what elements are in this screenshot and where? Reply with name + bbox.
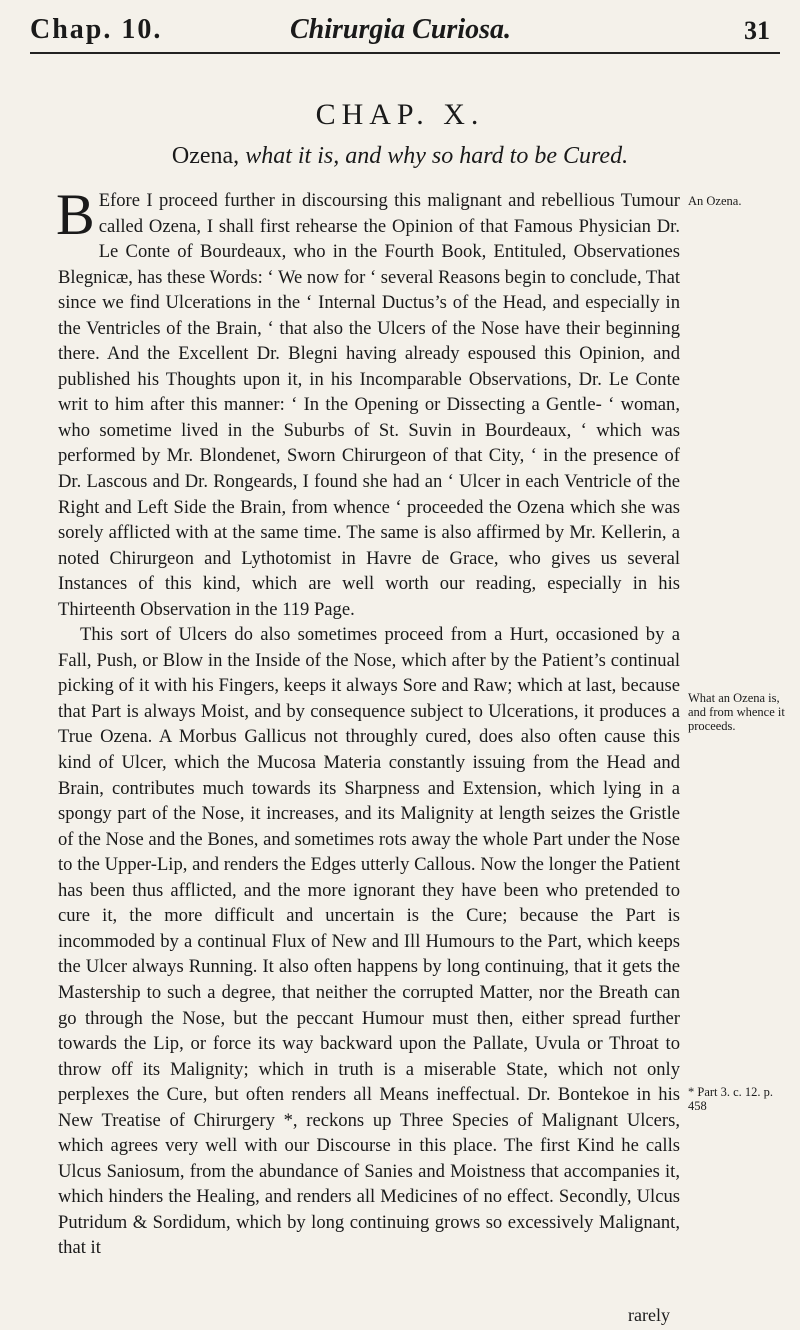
subtitle-term: Ozena, [171, 143, 240, 169]
margin-note-what-is: What an Ozena is, and from whence it proceeds. [688, 691, 785, 733]
chapter-label: Chap. 10. [30, 14, 163, 45]
page-number: 31 [744, 16, 770, 45]
paragraph-1 [56, 182, 680, 622]
paragraph-1-text: Efore I proceed further in discoursing this malignant and rebellious Tumour called Ozena, I shall first rehearse the Opinion of that Famous Physician Dr. Le Conte of Bourdeaux, who in the Fourth Book, Entituled, Observationes Blegnicæ, has these Words: ‘ We now for ‘ several Reasons begin to conclude, That since we find Ulcerations in the ‘ Internal Ductus’s of the Head, and especially in the Ventricles of the Brain, ‘ that also the Ulcers of the Nose have their beginning there. And the Excellent Dr. Blegni having already espoused this Opinion, and published his Thoughts upon it, in his Incomparable Observations, Dr. Le Conte writ to him after this manner: ‘ In the Opening or Dissecting a Gentle- ‘ woman, who sometime lived in the Suburbs of St. Suvin in Bourdeaux, ‘ which was performed by Mr. Blondenet, Sworn Chirurgeon of that City, ‘ in the presence of Dr. Lascous and Dr. Rongeards, I found she had an ‘ Ulcer in each Ventricle of the Right and Left Side the Brain, from whence ‘ proceeded the Ozena which she was sorely afflicted with at the same time. The same is also affirmed by Mr. Kellerin, a noted Chirurgeon and Lythotomist in Havre de Grace, who gives us several Instances of this kind, which are well worth our reading, especially in his Thirteenth Observation in the 119 Page. [58, 190, 680, 620]
margin-note-ozena: An Ozena. [688, 194, 742, 208]
chapter-title: CHAP. X. [315, 98, 485, 131]
header-rule [30, 52, 780, 54]
paragraph-2: This sort of Ulcers do also sometimes proceed from a Hurt, occasioned by a Fall, Push, or Blow in the Inside of the Nose, which after by the Patient’s continual picking of it with his Fingers, keeps it always Sore and Raw; which at last, because that Part is always Moist, and by consequence subject to Ulcerations, it produces a True Ozena. A Morbus Gallicus not throughly cured, does also often cause this kind of Ulcer, which the Mucosa Materia constantly issuing from the Head and Brain, contributes much towards its Sharpness and Extension, which lying in a spongy part of the Nose, it increases, and its Malignity at length seizes the Gristle of the Nose and the Bones, and sometimes rots away the whole Part under the Nose to the Upper-Lip, and renders the Edges utterly Callous. Now the longer the Patient has been thus afflicted, and the more ignorant they have been who pretended to cure it, the more difficult and uncertain is the Cure; because the Part is incommoded by a continual Flux of New and Ill Humours to the Part, which keeps the Ulcer always Running. It also often happens by long continuing, that it gets the Mastership to such a degree, that neither the corrupted Matter, nor the Breath can go through the Nose, but the peccant Humour must then, either spread further towards the Lip, or force its way backward upon the Pallate, Uvula or Throat to throw off its Malignity; which in truth is a miserable State, which not only perplexes the Cure, but often renders all Means ineffectual. Dr. Bontekoe in his New Treatise of Chirurgery *, reckons up Three Species of Malignant Ulcers, which agrees very well with our Discourse in this place. The first Kind he calls Ulcus Saniosum, from the abundance of Sanies and Moistness that accompanies it, which hinders the Healing, and renders all Medicines of no effect. Secondly, Ulcus Putridum & Sordidum, which by long continuing grows so excessively Malignant, that it [58, 624, 680, 1259]
running-header [30, 14, 780, 54]
running-title: Chirurgia Curiosa. [290, 14, 511, 45]
subtitle-rest: what it is, and why so hard to be Cured. [245, 143, 629, 169]
margin-note-reference: * Part 3. c. 12. p. 458 [688, 1085, 774, 1113]
catchword: rarely [628, 1305, 670, 1325]
chapter-subtitle [0, 143, 800, 170]
body-text [56, 182, 680, 1261]
drop-cap: B [56, 182, 95, 247]
